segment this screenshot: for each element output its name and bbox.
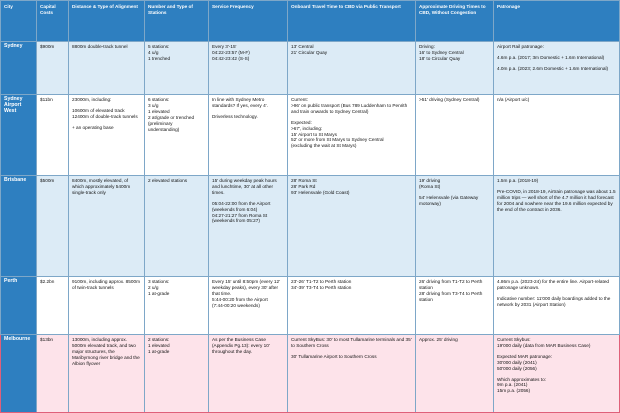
patronage-cell	[494, 277, 620, 335]
driving-text: 54' Helensvale (via Gateway motorway)	[419, 194, 479, 206]
capital-cost-cell: $11bn	[37, 95, 69, 176]
city-cell: Brisbane	[1, 176, 37, 277]
patronage-text: Expected MAR patronage: 30'000 daily (2041) 50'000 daily (2056)	[497, 353, 552, 371]
transit-text: 30' Tullamarine Airport to Southern Cross	[291, 353, 377, 359]
distance-text: 9100m, including approx. 8500m of twin-track tunnels	[72, 279, 141, 290]
city-cell: Sydney	[1, 42, 37, 95]
driving-text: 26' driving from T1-T2 to Perth station 28' driving from T3-T4 to Perth station	[419, 279, 483, 302]
capital-cost-cell: $2.2bn	[37, 277, 69, 335]
patronage-text: n/a (Airport u/c)	[497, 97, 530, 102]
driving-cell	[416, 95, 494, 176]
header-patronage: Patronage	[494, 1, 620, 42]
frequency-cell	[209, 335, 288, 413]
distance-text: 8400m, mostly elevated, of which approximately 5400m single-track only	[72, 178, 131, 195]
distance-cell	[69, 42, 145, 95]
table-row	[1, 335, 620, 413]
table-row	[1, 95, 620, 176]
table-row	[1, 176, 620, 277]
patronage-text: 4.86m p.a. (2023-24) for the entire line. Airport-related patronage unknown.	[497, 279, 610, 290]
frequency-text: Every 15' until 8:50pm (every 12' weekday peaks), every 30' after that time. 5:44-00:20 from the Airport (7:44-00:20 weekends)	[212, 279, 280, 308]
stations-text: 5 stations: 4 u/g 1 trenched	[148, 44, 171, 61]
transit-text: 13' Central 21' Circular Quay	[291, 44, 328, 55]
capital-cost-cell: $500m	[37, 176, 69, 277]
transit-text: Current: >96' on public transport (Bus 789 Luddenham to Penrith and train onwards to Sydney Central)	[291, 97, 408, 114]
driving-text: 19' driving (Roma St)	[419, 178, 441, 189]
frequency-cell	[209, 95, 288, 176]
distance-cell	[69, 277, 145, 335]
frequency-text: Driverless technology.	[212, 113, 258, 119]
transit-cell	[288, 335, 416, 413]
city-cell: Sydney Airport West	[1, 95, 37, 176]
distance-text: 10600m of elevated track 12400m of double-track tunnels	[72, 107, 138, 119]
frequency-cell	[209, 176, 288, 277]
driving-text: Driving: 16' to Sydney Central 18' to Circular Quay	[419, 44, 464, 61]
header-driving-time: Approximate Driving Times to CBD, Without Congestion	[416, 1, 494, 42]
stations-cell	[145, 335, 209, 413]
frequency-text: 15' during weekday peak hours and lunchtime, 30' at all other times.	[212, 178, 277, 195]
patronage-text: Pre-COVID, in 2018-19, Airtrain patronage was about 1.5 million trips — well short of the 4.7 million it had forecast for 2004 and nowhere near the 19.6 million expected by the end of the contract in 2036.	[497, 188, 616, 212]
stations-text: 3 stations: 2 u/g 1 at-grade	[148, 279, 170, 296]
header-service-frequency: Service Frequency	[209, 1, 288, 42]
stations-cell	[145, 95, 209, 176]
table-row	[1, 42, 620, 95]
stations-cell	[145, 277, 209, 335]
transit-text: 28' Roma St 28' Park Rd 93' Helensvale (Gold Coast)	[291, 178, 350, 195]
header-transit-time: Onboard Travel Time to CBD via Public Transport	[288, 1, 416, 42]
distance-text: + an operating base	[72, 124, 114, 130]
distance-cell	[69, 176, 145, 277]
driving-cell	[416, 42, 494, 95]
frequency-text: 05:04-22:00 from the Airport (weekends from 6:04) 04:27-21:27 from Roma St (weekends from 05:27)	[212, 200, 271, 224]
table-body	[1, 42, 620, 413]
transit-text: Current SkyBus: 30' to most Tullamarine terminals and 35' to Southern Cross	[291, 337, 412, 348]
driving-cell	[416, 335, 494, 413]
header-row	[1, 1, 620, 42]
patronage-text: Airport Rail patronage:	[497, 44, 544, 49]
capital-cost-cell: $900m	[37, 42, 69, 95]
transit-cell	[288, 95, 416, 176]
distance-text: 8800m double-track tunnel	[72, 44, 128, 49]
stations-cell	[145, 42, 209, 95]
header-stations: Number and Type of Stations	[145, 1, 209, 42]
distance-cell	[69, 95, 145, 176]
frequency-cell	[209, 277, 288, 335]
frequency-cell	[209, 42, 288, 95]
frequency-text: Every 3'-15' 04:22-23:57 (M-F) 04:42-23:42 (S-S)	[212, 44, 250, 61]
stations-cell	[145, 176, 209, 277]
driving-text: >51' driving (Sydney Central)	[419, 97, 480, 102]
header-city: City	[1, 1, 37, 42]
driving-cell	[416, 277, 494, 335]
patronage-cell	[494, 176, 620, 277]
stations-text: 2 stations: 1 elevated 1 at-grade	[148, 337, 170, 354]
city-cell: Perth	[1, 277, 37, 335]
patronage-text: 4.0m p.a. (2023; 2.6m Domestic + 1.6m International)	[497, 65, 609, 71]
transit-cell	[288, 277, 416, 335]
patronage-cell	[494, 42, 620, 95]
transit-text: Expected: >67', including: 15' Airport to St Marys 52' or more from St Marys to Sydney Central (excluding the wait at St Marys)	[291, 119, 384, 149]
distance-text: 13000m, including approx. 5000m elevated track, and two major structures, the Maribyrnong river bridge and the Albion flyover	[72, 337, 140, 366]
frequency-text: As per the Business Case (Appendix Pg.13): every 10' throughout the day.	[212, 337, 270, 354]
header-capital-costs: Capital Costs	[37, 1, 69, 42]
patronage-text: Current Skybus: 19'000 daily (data from MAR Business Case)	[497, 337, 591, 348]
transit-cell	[288, 42, 416, 95]
patronage-text: 4.6m p.a. (2017; 3m Domestic + 1.6m International)	[497, 54, 605, 60]
transit-cell	[288, 176, 416, 277]
city-cell: Melbourne	[1, 335, 37, 413]
patronage-text: Indicative number: 11'000 daily boardings added to the network by 2031 (Airport Station)	[497, 295, 611, 307]
patronage-cell	[494, 95, 620, 176]
table-row	[1, 277, 620, 335]
frequency-text: In line with Sydney Metro standards? If yes, every 4'.	[212, 97, 268, 108]
distance-text: 23000m, including:	[72, 97, 112, 102]
driving-cell	[416, 176, 494, 277]
patronage-text: Which approximates to: 9m p.a. (2041) 15m p.a. (2056)	[497, 376, 546, 394]
patronage-cell	[494, 335, 620, 413]
stations-text: 2 elevated stations	[148, 178, 188, 183]
patronage-text: 1.5m p.a. (2018-19)	[497, 178, 539, 183]
distance-cell	[69, 335, 145, 413]
capital-cost-cell: $13bn	[37, 335, 69, 413]
transit-text: 23'-26' T1-T2 to Perth station 34'-39' T3-T4 to Perth station	[291, 279, 352, 290]
header-distance: Distance & Type of Alignment	[69, 1, 145, 42]
driving-text: Approx. 25' driving	[419, 337, 458, 342]
stations-text: 6 stations: 3 u/g 1 elevated 2 at/grade or trenched (preliminary understanding)	[148, 97, 195, 132]
